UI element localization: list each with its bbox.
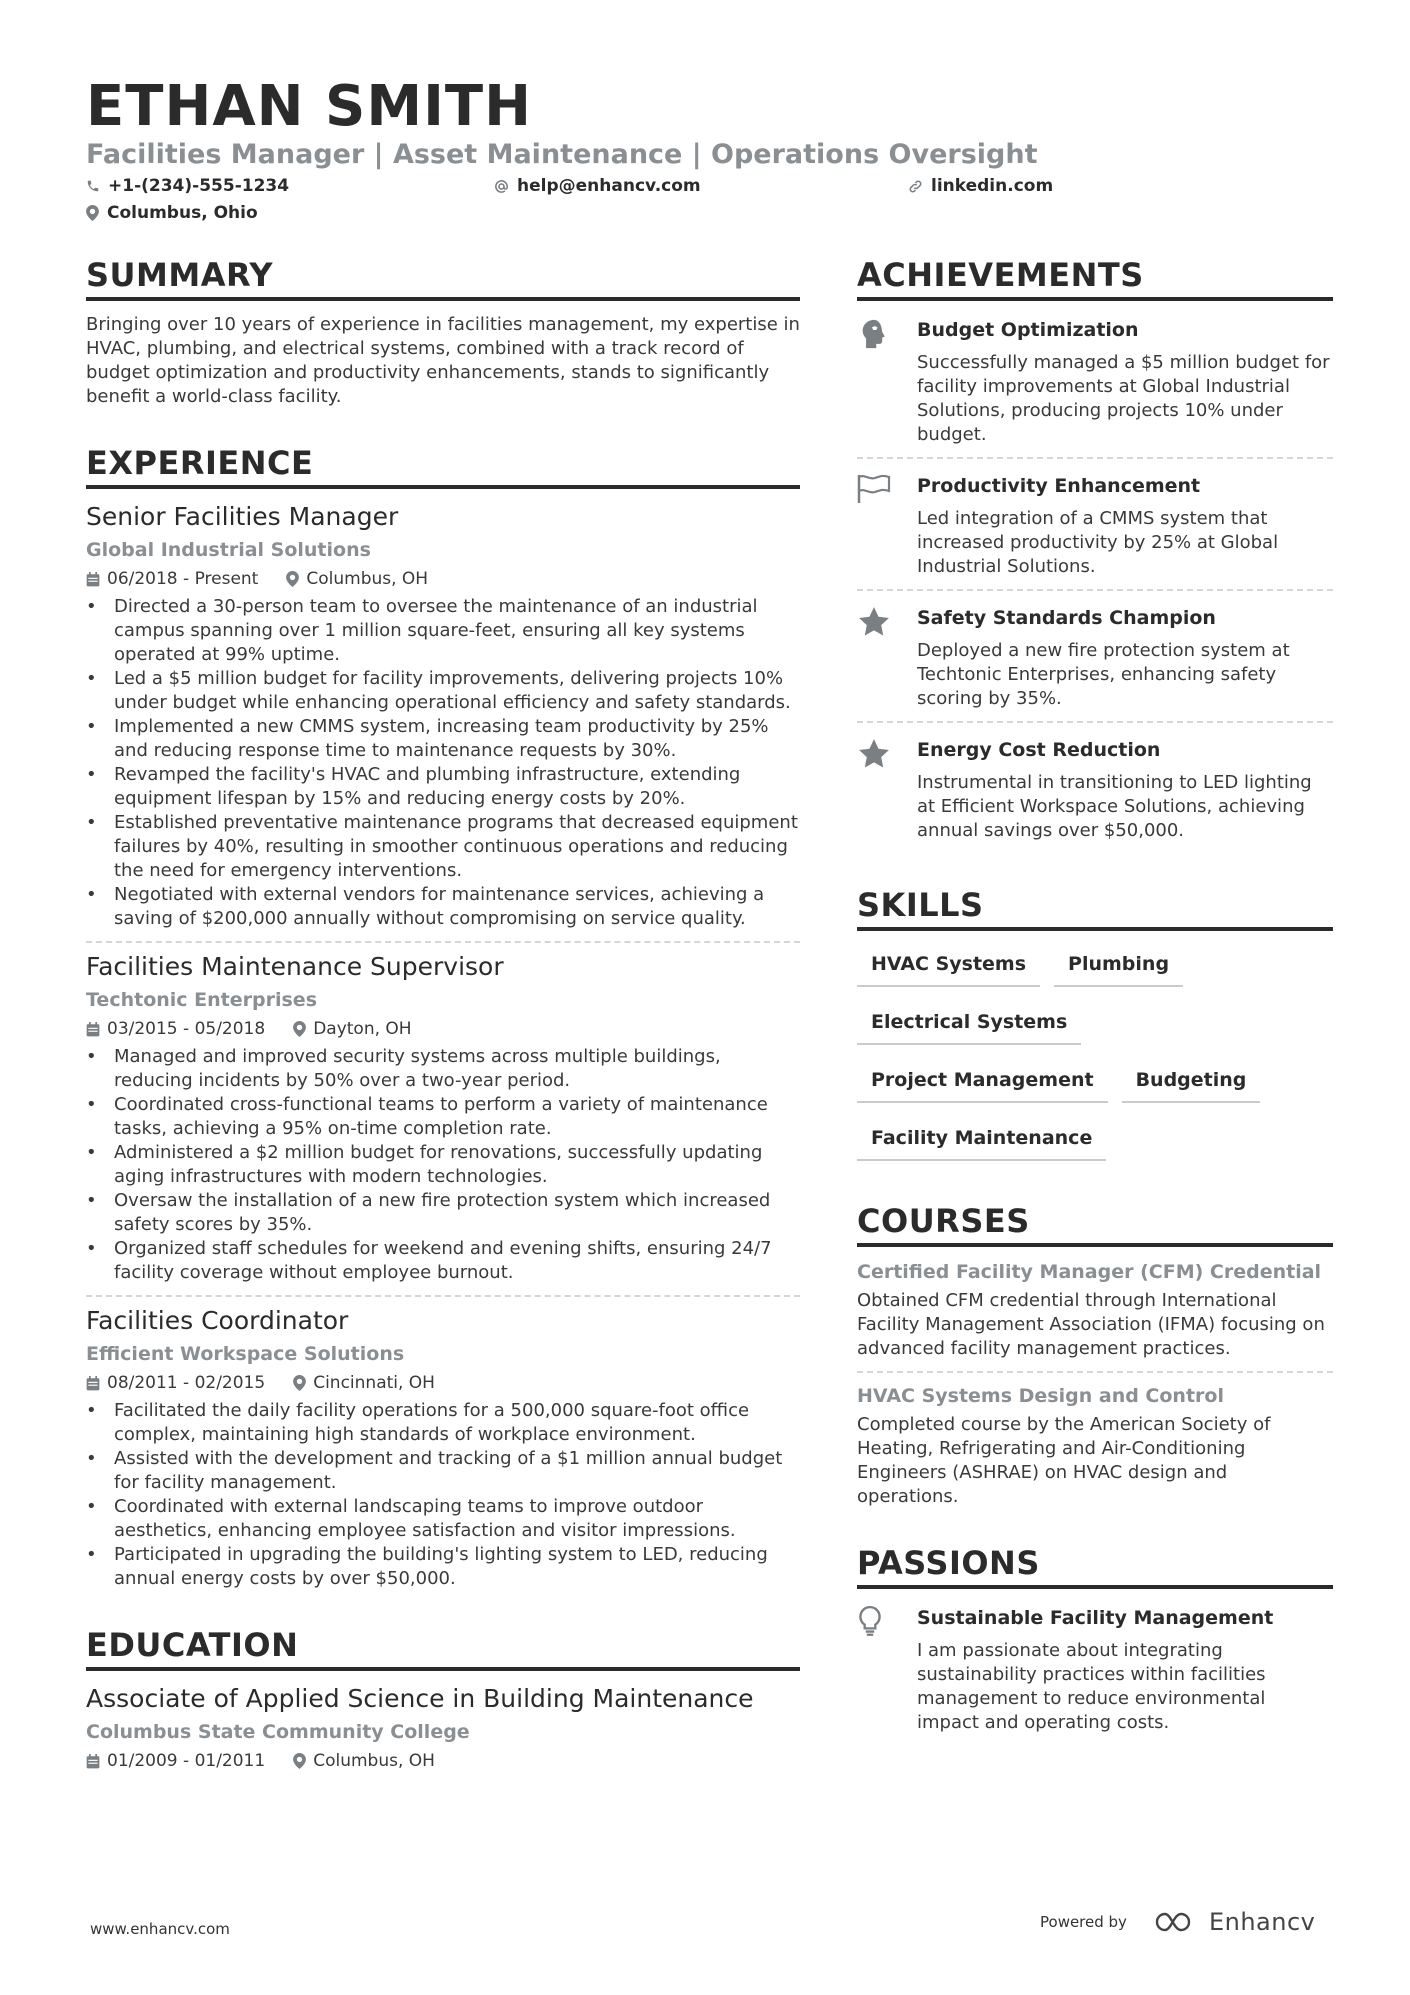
location-pin-icon [286,571,299,587]
achievement-title: Energy Cost Reduction [917,739,1161,761]
bullet-item: • Implemented a new CMMS system, increasing team productivity by 25% and reducing response time to maintenance requests by 30%. [86,715,800,763]
job-title: Facilities Maintenance Supervisor [86,952,504,981]
enhancv-logo-icon [1153,1910,1199,1934]
courses-heading: COURSES [857,1201,1333,1247]
passions-heading: PASSIONS [857,1543,1333,1589]
experience-entry [86,951,800,1285]
link-icon [908,179,923,194]
divider [86,1295,800,1297]
achievement-item [857,591,1333,719]
bullet-item: • Negotiated with external vendors for maintenance services, achieving a saving of $200,000 annually without compromising on service quality. [86,883,800,931]
bullet-item: • Administered a $2 million budget for renovations, successfully updating aging infrastructures with modern technologies. [86,1141,800,1189]
bullet-item: • Coordinated cross-functional teams to perform a variety of maintenance tasks, achieving a 95% on-time completion rate. [86,1093,800,1141]
brand-name: Enhancv [1208,1908,1316,1936]
course-entry [857,1383,1333,1509]
achievement-desc: Led integration of a CMMS system that increased productivity by 25% at Global Industrial Solutions. [917,508,1279,577]
course-entry [857,1259,1333,1361]
achievement-title: Safety Standards Champion [917,607,1216,629]
location-pin-icon [293,1375,306,1391]
achievement-title: Productivity Enhancement [917,475,1201,497]
bullet-item: • Organized staff schedules for weekend and evening shifts, ensuring 24/7 facility coverage without employee burnout. [86,1237,800,1285]
headline: Facilities Manager | Asset Maintenance | Operations Oversight [86,139,1038,170]
achievement-desc: Deployed a new fire protection system at Techtonic Enterprises, enhancing safety scoring by 35%. [917,640,1290,709]
experience-entry [86,501,800,931]
achievement-item [857,459,1333,587]
contact-email[interactable] [494,174,701,198]
calendar-icon [86,572,100,587]
experience-heading: EXPERIENCE [86,443,800,489]
passion-title: Sustainable Facility Management [917,1607,1274,1629]
passion-desc: I am passionate about integrating sustainability practices within facilities management to reduce environmental impact and operating costs. [917,1640,1266,1733]
passion-item [857,1601,1333,1743]
course-desc: Obtained CFM credential through International Facility Management Association (IFMA) focusing on advanced facility management practices. [857,1290,1325,1359]
bullet-item: • Directed a 30-person team to oversee the maintenance of an industrial campus spanning over 1 million square-feet, ensuring all key systems operated at 99% uptime. [86,595,800,667]
job-bullets [86,1045,800,1285]
lightbulb-icon [857,1605,883,1639]
job-dates: 06/2018 - Present [107,569,259,589]
education-entry [86,1683,800,1773]
bullet-item: • Established preventative maintenance programs that decreased equipment failures by 40%, resulting in smoother continuous operations and reducing the need for emergency interventions. [86,811,800,883]
bullet-item: • Led a $5 million budget for facility improvements, delivering projects 10% under budget while enhancing operational efficiency and safety standards. [86,667,800,715]
flag-icon [857,473,893,505]
job-meta [86,567,800,591]
company-name: Techtonic Enterprises [86,989,317,1011]
skill-tag: Budgeting [1122,1059,1261,1103]
degree-title: Associate of Applied Science in Building Maintenance [86,1684,754,1713]
location-pin-icon [293,1753,306,1769]
skill-tag: Plumbing [1054,943,1183,987]
job-title: Senior Facilities Manager [86,502,399,531]
skills-heading: SKILLS [857,885,1333,931]
bullet-item: • Facilitated the daily facility operations for a 500,000 square-foot office complex, maintaining high standards of workplace environment. [86,1399,800,1447]
location-pin-icon [86,205,99,221]
skills-list [857,943,1333,1175]
candidate-name: ETHAN SMITH [86,74,532,139]
course-title: HVAC Systems Design and Control [857,1385,1224,1407]
at-icon [494,179,509,194]
job-dates: 03/2015 - 05/2018 [107,1019,266,1039]
contact-website[interactable] [908,174,1053,198]
summary-text: Bringing over 10 years of experience in facilities management, my expertise in HVAC, plumbing, and electrical systems, combined with a track record of budget optimization and productivity enhancements, stands to significantly benefit a world-class facility. [86,314,800,407]
footer-brand[interactable] [1040,1908,1315,1936]
bullet-item: • Participated in upgrading the building's lighting system to LED, reducing annual energy costs by over $50,000. [86,1543,800,1591]
achievement-desc: Successfully managed a $5 million budget for facility improvements at Global Industrial Solutions, producing projects 10% under budget. [917,352,1330,445]
job-location: Dayton, OH [313,1019,412,1039]
calendar-icon [86,1754,100,1769]
footer-website[interactable]: www.enhancv.com [90,1920,230,1938]
bullet-item: • Assisted with the development and tracking of a $1 million annual budget for facility management. [86,1447,800,1495]
location-text: Columbus, Ohio [107,203,258,223]
job-bullets [86,595,800,931]
calendar-icon [86,1376,100,1391]
achievement-item [857,723,1333,851]
location-pin-icon [293,1021,306,1037]
company-name: Global Industrial Solutions [86,539,371,561]
skill-tag: Project Management [857,1059,1108,1103]
contact-phone[interactable] [86,174,289,198]
job-meta [86,1371,800,1395]
education-dates: 01/2009 - 01/2011 [107,1751,266,1771]
email-text: help@enhancv.com [517,176,701,196]
skill-tag: Facility Maintenance [857,1117,1106,1161]
star-icon [857,737,891,771]
achievement-title: Budget Optimization [917,319,1139,341]
summary-heading: SUMMARY [86,255,800,301]
company-name: Efficient Workspace Solutions [86,1343,405,1365]
achievements-heading: ACHIEVEMENTS [857,255,1333,301]
phone-icon [86,179,100,193]
achievement-item [857,313,1333,455]
skill-tag: HVAC Systems [857,943,1040,987]
divider [857,1371,1333,1373]
course-title: Certified Facility Manager (CFM) Credential [857,1261,1322,1283]
head-icon [857,317,891,351]
job-title: Facilities Coordinator [86,1306,349,1335]
contact-location [86,201,258,225]
experience-entry [86,1305,800,1591]
bullet-item: • Revamped the facility's HVAC and plumbing infrastructure, extending equipment lifespan by 15% and reducing energy costs by 20%. [86,763,800,811]
school-name: Columbus State Community College [86,1721,470,1743]
job-location: Cincinnati, OH [313,1373,435,1393]
website-text: linkedin.com [931,176,1054,196]
powered-by-label: Powered by [1040,1913,1127,1931]
star-icon [857,605,891,639]
calendar-icon [86,1022,100,1037]
education-meta [86,1749,800,1773]
job-dates: 08/2011 - 02/2015 [107,1373,266,1393]
left-column [86,255,800,1773]
education-location: Columbus, OH [313,1751,435,1771]
job-bullets [86,1399,800,1591]
job-meta [86,1017,800,1041]
course-desc: Completed course by the American Society of Heating, Refrigerating and Air-Conditioning Engineers (ASHRAE) on HVAC design and operations. [857,1414,1271,1507]
bullet-item: • Coordinated with external landscaping teams to improve outdoor aesthetics, enhancing employee satisfaction and visitor impressions. [86,1495,800,1543]
skill-tag: Electrical Systems [857,1001,1081,1045]
right-column [857,255,1333,1743]
bullet-item: • Oversaw the installation of a new fire protection system which increased safety scores by 35%. [86,1189,800,1237]
education-heading: EDUCATION [86,1625,800,1671]
achievement-desc: Instrumental in transitioning to LED lighting at Efficient Workspace Solutions, achieving annual savings over $50,000. [917,772,1312,841]
job-location: Columbus, OH [306,569,429,589]
bullet-item: • Managed and improved security systems across multiple buildings, reducing incidents by 50% over a two-year period. [86,1045,800,1093]
phone-text: +1-(234)-555-1234 [108,176,290,196]
divider [86,941,800,943]
